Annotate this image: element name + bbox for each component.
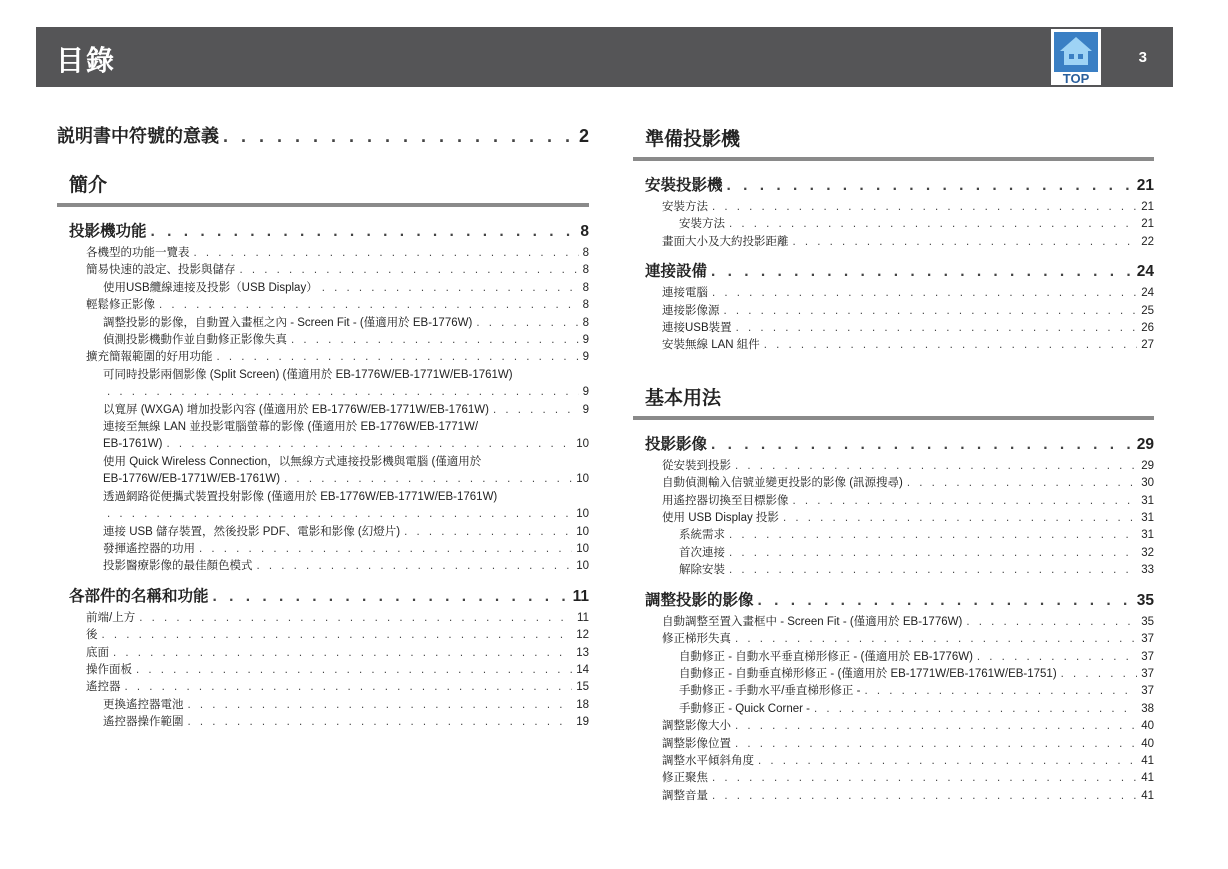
leader-dots (113, 645, 572, 662)
toc-entry-title: 擴充簡報範圍的好用功能 (86, 351, 213, 364)
toc-entry-title: 解除安裝 (679, 564, 725, 577)
toc-entry[interactable] (633, 493, 1154, 510)
toc-entry[interactable] (57, 506, 589, 523)
leader-dots (712, 770, 1137, 787)
leader-dots (977, 649, 1137, 666)
leader-dots (793, 234, 1138, 251)
leader-dots (284, 471, 572, 488)
toc-right-column (633, 124, 1154, 805)
toc-entry-title: 用遙控器切換至目標影像 (662, 494, 789, 507)
toc-entry[interactable] (633, 683, 1154, 700)
toc-entry-page: 13 (576, 646, 589, 659)
toc-entry[interactable] (57, 524, 589, 541)
toc-entry-title: 投影影像 (645, 435, 708, 453)
toc-entry[interactable] (633, 562, 1154, 579)
leader-dots (735, 718, 1137, 735)
toc-entry[interactable] (633, 434, 1154, 456)
toc-entry-page: 8 (582, 247, 589, 259)
toc-entry[interactable] (57, 697, 589, 714)
toc-entry-page: 29 (1141, 459, 1154, 472)
toc-entry[interactable] (633, 234, 1154, 251)
toc-entry-title: 連接 USB 儲存裝置，然後投影 PDF、電影和影像 (幻燈片) (103, 525, 401, 538)
chapter-heading: 準備投影機 (633, 124, 1154, 161)
toc-entry-title: EB-1761W) (103, 438, 163, 451)
toc-entry-title: 安裝投影機 (645, 177, 723, 194)
toc-entry-page: 27 (1141, 339, 1154, 352)
toc-entry-page: 12 (576, 629, 589, 642)
toc-entry-page: 8 (582, 299, 589, 312)
toc-entry-page: 9 (582, 351, 589, 364)
leader-dots (729, 562, 1137, 579)
leader-dots (758, 590, 1133, 612)
leader-dots (758, 753, 1137, 770)
toc-entry-page: 41 (1141, 754, 1154, 767)
toc-entry-page: 32 (1141, 546, 1154, 559)
leader-dots (188, 714, 573, 731)
leader-dots (139, 610, 573, 627)
leader-dots (493, 402, 579, 419)
toc-entry[interactable] (633, 261, 1154, 283)
leader-dots (107, 384, 579, 401)
page-number: 3 (1138, 49, 1147, 66)
toc-entry-title: 簡易快速的設定、投影與儲存 (86, 264, 236, 277)
toc-entry-page: 37 (1141, 667, 1154, 680)
toc-entry[interactable] (57, 645, 589, 662)
page-header (36, 27, 1173, 87)
toc-entry-page: 10 (576, 508, 589, 521)
toc-entry-title: 各部件的名稱和功能 (69, 587, 209, 605)
toc-entry-title: 底面 (86, 646, 109, 659)
toc-entry[interactable] (633, 199, 1154, 216)
toc-entry-page: 38 (1141, 702, 1154, 715)
toc-entry[interactable] (57, 714, 589, 731)
toc-entry[interactable] (633, 337, 1154, 354)
toc-entry-title: 連接電腦 (662, 287, 708, 300)
toc-entry-page: 9 (582, 386, 589, 399)
leader-dots (729, 216, 1137, 233)
toc-entry[interactable] (633, 216, 1154, 233)
toc-entry-page: 24 (1136, 263, 1154, 281)
toc-entry-title: 自動修正 - 自動垂直梯形修正 - (僅適用於 EB-1771W/EB-1761W/EB-1751) (679, 667, 1057, 680)
toc-entry-page: 37 (1141, 650, 1154, 663)
toc-entry[interactable] (57, 471, 589, 488)
leader-dots (729, 527, 1137, 544)
toc-entry-page: 10 (576, 560, 589, 573)
toc-entry-title: 畫面大小及大約投影距離 (662, 235, 789, 248)
toc-entry[interactable] (633, 649, 1154, 666)
toc-entry-title: 連接設備 (645, 263, 708, 281)
leader-dots (736, 320, 1138, 337)
leader-dots (213, 586, 569, 608)
toc-entry[interactable] (57, 297, 589, 314)
toc-entry[interactable] (57, 262, 589, 279)
leader-dots (240, 262, 579, 279)
toc-entry-title: 調整投影的影像，自動置入畫框之內 - Screen Fit - (僅適用於 EB-1776W) (103, 316, 473, 329)
toc-entry-title: 首次連接 (679, 546, 725, 559)
toc-entry[interactable] (633, 175, 1154, 197)
toc-entry-page: 9 (582, 403, 589, 416)
leader-dots (727, 175, 1133, 197)
toc-entry-page: 31 (1141, 529, 1154, 542)
toc-entry-title: 手動修正 - 手動水平/垂直梯形修正 - (679, 685, 861, 698)
toc-entry-page: 8 (582, 281, 589, 294)
toc-entry[interactable] (633, 736, 1154, 753)
leader-dots (159, 297, 579, 314)
leader-dots (1061, 666, 1138, 683)
toc-entry[interactable] (633, 631, 1154, 648)
toc-entry-title: 安裝無線 LAN 組件 (662, 339, 760, 352)
leader-dots (136, 662, 572, 679)
toc-entry-page: 9 (582, 334, 589, 347)
toc-entry-page: 26 (1141, 322, 1154, 335)
leader-dots (188, 697, 573, 714)
toc-entry[interactable] (57, 627, 589, 644)
toc-entry-title: 偵測投影機動作並自動修正影像失真 (103, 334, 287, 347)
toc-entry[interactable] (633, 527, 1154, 544)
toc-entry[interactable] (633, 614, 1154, 631)
top-home-icon[interactable] (1051, 29, 1101, 85)
toc-entry-page: 33 (1141, 564, 1154, 577)
toc-entry[interactable] (633, 510, 1154, 527)
leader-dots (712, 788, 1137, 805)
toc-entry-page: 14 (576, 663, 589, 676)
toc-entry-page: 40 (1141, 737, 1154, 750)
toc-entry-title: 投影醫療影像的最佳顏色模式 (103, 560, 253, 573)
toc-entry-title: 調整音量 (662, 789, 708, 802)
leader-dots (966, 614, 1137, 631)
toc-entry-title: 手動修正 - Quick Corner - (679, 702, 810, 715)
leader-dots (735, 736, 1137, 753)
leader-dots (712, 199, 1137, 216)
toc-entry[interactable] (633, 770, 1154, 787)
toc-entry[interactable] (57, 245, 589, 262)
top-label: TOP (1062, 71, 1090, 85)
toc-entry-title: 系統需求 (679, 529, 725, 542)
toc-entry-title-line1[interactable]: 透過網路從便攜式裝置投射影像 (僅適用於 EB-1776W/EB-1771W/EB-1761W) (103, 490, 498, 503)
toc-entry-title: 連接USB裝置 (662, 322, 732, 335)
toc-entry-title: 投影機功能 (69, 223, 147, 240)
toc-entry-page: 29 (1136, 435, 1154, 453)
toc-entry-title: 安裝方法 (679, 218, 725, 231)
toc-entry-page: 8 (582, 264, 589, 277)
toc-entry[interactable] (633, 545, 1154, 562)
toc-entry-title: 自動偵測輸入信號並變更投影的影像 (訊源搜尋) (662, 477, 903, 490)
leader-dots (711, 434, 1133, 456)
toc-entry-page: 40 (1141, 720, 1154, 733)
toc-entry-title: 調整投影的影像 (645, 591, 754, 609)
toc-entry-title: 自動修正 - 自動水平垂直梯形修正 - (僅適用於 EB-1776W) (679, 650, 973, 663)
toc-entry[interactable] (57, 679, 589, 696)
toc-entry-page: 11 (572, 587, 589, 605)
toc-entry-title: EB-1776W/EB-1771W/EB-1761W) (103, 473, 281, 486)
toc-entry[interactable] (57, 662, 589, 679)
chapter-heading: 基本用法 (633, 383, 1154, 420)
toc-entry[interactable] (633, 590, 1154, 612)
toc-entry-title: 自動調整至置入畫框中 - Screen Fit - (僅適用於 EB-1776W) (662, 615, 963, 628)
toc-entry[interactable] (57, 315, 589, 332)
toc-entry-title: 安裝方法 (662, 201, 708, 213)
toc-entry-page: 31 (1141, 494, 1154, 507)
leader-dots (735, 631, 1137, 648)
toc-entry-title: 修正梯形失真 (662, 633, 731, 646)
toc-entry-title: 遙控器操作範圍 (103, 716, 184, 729)
toc-entry-title: 後 (86, 629, 98, 642)
leader-dots (166, 436, 572, 453)
toc-entry-title-line1[interactable]: 可同時投影兩個影像 (Split Screen) (僅適用於 EB-1776W/EB-1771W/EB-1761W) (103, 368, 513, 381)
toc-entry[interactable] (633, 475, 1154, 492)
toc-entry[interactable] (57, 436, 589, 453)
leader-dots (217, 349, 579, 366)
toc-entry-page: 11 (577, 611, 589, 624)
toc-entry-title: 使用USB纜線連接及投影（USB Display） (103, 281, 318, 294)
leader-dots (199, 541, 572, 558)
toc-entry-title: 修正聚焦 (662, 772, 708, 785)
leader-dots (724, 303, 1138, 320)
leader-dots (476, 315, 578, 332)
toc-entry[interactable] (633, 666, 1154, 683)
toc-entry-page: 8 (580, 223, 589, 240)
toc-entry[interactable] (633, 458, 1154, 475)
toc-entry-page: 21 (1141, 201, 1154, 213)
leader-dots (735, 458, 1137, 475)
toc-entry-title: 遙控器 (86, 681, 121, 694)
toc-entry-page: 10 (576, 525, 589, 538)
toc-entry-title: 前端/上方 (86, 611, 136, 624)
toc-entry-title: 使用 USB Display 投影 (662, 512, 779, 525)
toc-entry[interactable] (57, 610, 589, 627)
toc-entry-page: 10 (576, 438, 589, 451)
toc-entry-page: 22 (1141, 235, 1154, 248)
toc-entry-page: 41 (1141, 789, 1154, 802)
leader-dots (814, 701, 1137, 718)
leader-dots (107, 506, 572, 523)
page-title: 目錄 (56, 45, 117, 76)
toc-entry-title: 調整影像位置 (662, 737, 731, 750)
leader-dots (864, 683, 1137, 700)
toc-entry[interactable] (633, 303, 1154, 320)
leader-dots (291, 332, 579, 349)
toc-entry[interactable] (633, 718, 1154, 735)
leader-dots (194, 245, 579, 262)
leader-dots (783, 510, 1137, 527)
toc-entry-page: 15 (576, 681, 589, 694)
toc-entry-page: 19 (576, 716, 589, 729)
toc-entry-page: 35 (1136, 591, 1154, 609)
toc-entry-page: 18 (576, 698, 589, 711)
toc-entry[interactable] (633, 285, 1154, 302)
toc-entry-title: 連接影像源 (662, 304, 720, 317)
toc-entry-page: 30 (1141, 477, 1154, 490)
toc-entry-page: 21 (1136, 177, 1154, 194)
toc-entry-title: 從安裝到投影 (662, 459, 731, 472)
toc-entry[interactable] (57, 280, 589, 297)
toc-entry-title: 發揮遙控器的功用 (103, 542, 195, 555)
toc-entry-page: 37 (1141, 685, 1154, 698)
toc-entry[interactable] (57, 221, 589, 243)
toc-entry-title: 調整影像大小 (662, 720, 731, 733)
leader-dots (151, 221, 577, 243)
leader-dots (102, 627, 573, 644)
toc-entry-title: 輕鬆修正影像 (86, 299, 155, 312)
toc-entry-page: 41 (1141, 772, 1154, 785)
toc-entry-title-line1[interactable]: 連接至無線 LAN 並投影電腦螢幕的影像 (僅適用於 EB-1776W/EB-1771W/ (103, 421, 479, 434)
leader-dots (711, 261, 1133, 283)
toc-entry-page: 25 (1141, 304, 1154, 317)
leader-dots (729, 545, 1137, 562)
leader-dots (404, 524, 572, 541)
toc-entry-title: 説明書中符號的意義 (57, 126, 219, 146)
toc-entry[interactable] (633, 701, 1154, 718)
leader-dots (793, 493, 1138, 510)
toc-entry[interactable] (633, 320, 1154, 337)
toc-entry[interactable] (633, 788, 1154, 805)
toc-entry-page: 10 (576, 542, 589, 555)
toc-entry-page: 31 (1141, 512, 1154, 525)
leader-dots (322, 280, 579, 297)
toc-entry-title: 調整水平傾斜角度 (662, 754, 754, 767)
toc-entry-title: 更換遙控器電池 (103, 698, 184, 711)
toc-left-column (57, 124, 589, 732)
toc-entry-page: 10 (576, 473, 589, 486)
toc-entry-title: 以寬屏 (WXGA) 增加投影內容 (僅適用於 EB-1776W/EB-1771W/EB-1761W) (103, 403, 489, 416)
toc-entry-title: 各機型的功能一覽表 (86, 247, 190, 259)
leader-dots (907, 475, 1137, 492)
toc-entry-page: 35 (1141, 615, 1154, 628)
leader-dots (712, 285, 1137, 302)
leader-dots (223, 124, 575, 148)
toc-entry[interactable] (57, 384, 589, 401)
leader-dots (125, 679, 573, 696)
toc-entry-title-line1[interactable]: 使用 Quick Wireless Connection，以無線方式連接投影機與電腦 (僅適用於 (103, 455, 482, 468)
toc-entry-page: 37 (1141, 633, 1154, 646)
chapter-heading: 簡介 (57, 170, 589, 207)
leader-dots (764, 337, 1137, 354)
leader-dots (257, 558, 573, 575)
toc-entry-symbols[interactable] (57, 124, 589, 148)
toc-entry[interactable] (57, 558, 589, 575)
toc-entry-page: 21 (1141, 218, 1154, 231)
toc-entry-title: 操作面板 (86, 663, 132, 676)
toc-entry[interactable] (57, 349, 589, 366)
toc-entry[interactable] (57, 332, 589, 349)
toc-entry-page: 8 (582, 316, 589, 329)
toc-entry[interactable] (57, 541, 589, 558)
toc-entry[interactable] (57, 586, 589, 608)
toc-entry-page: 24 (1141, 287, 1154, 300)
toc-entry[interactable] (633, 753, 1154, 770)
toc-entry[interactable] (57, 402, 589, 419)
toc-entry-page: 2 (578, 126, 589, 146)
